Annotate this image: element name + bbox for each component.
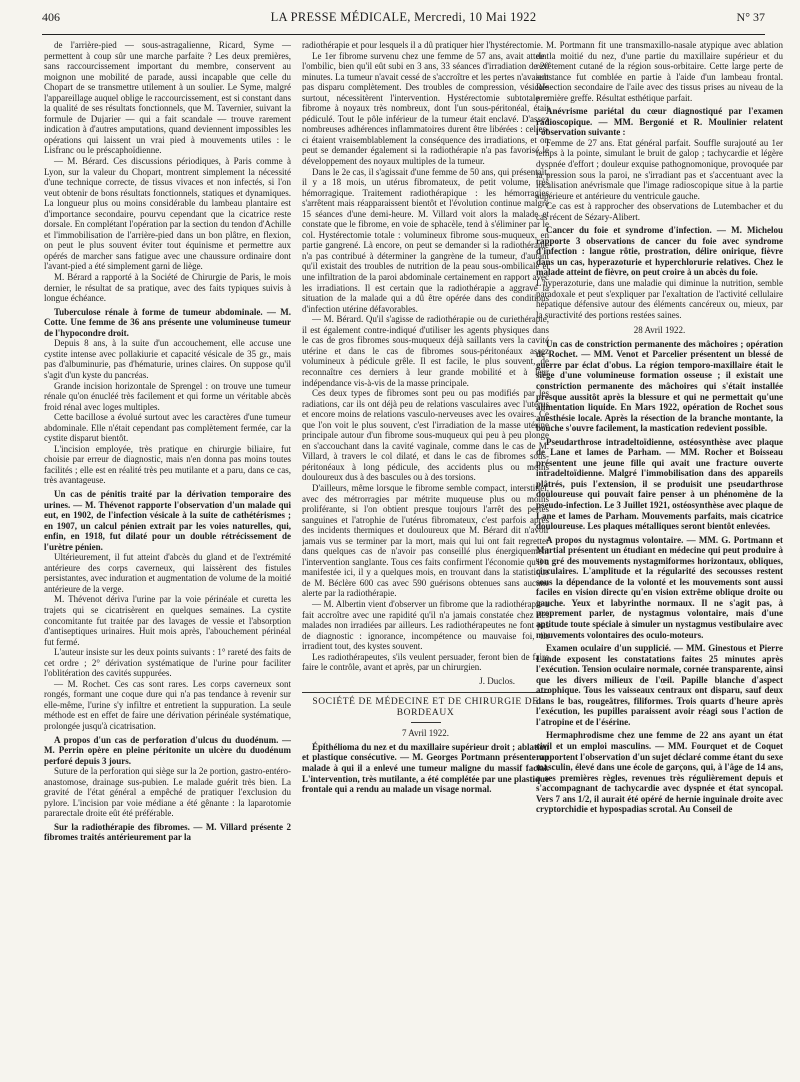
paragraph: Cette bacillose a évolué surtout avec les caractères d'une tumeur abdominale. Elle n'était cependant pas complètement fermée, car la cystite disparut bientôt. [44, 412, 291, 444]
paragraph: Suture de la perforation qui siège sur la 2e portion, gastro-entéro-anastomose, drainage sus-pubien. Le malade guérit très bien. La gravité de l'état général a empêché de pratiquer l'exclusion du pylore. L'incision par voie médiane a été gênante : la laparotomie pararectale droite eût été préférable. [44, 766, 291, 819]
paragraph: Grande incision horizontale de Sprengel : on trouve une tumeur rénale qu'on énucléé très facilement et qui forme un véritable abcès froid rénal avec loges multiples. [44, 380, 291, 412]
paragraph: Le 1er fibrome survenu chez une femme de 57 ans, avait atteint l'ombilic, bien qu'il eût subi en 3 ans, 33 séances d'irradiation de 20 minutes. La tumeur n'avait cessé de s'accroître et les pertes n'avaient pas disparu complètement. Des troubles de compression, vésicale surtout, nécessitèrent l'intervention. Hystérectomie subtotale : fibrome à noyaux très nombreux, dont l'un sous-péritonéal, était pédiculé. Tout le pôle inférieur de la tumeur était enclavé. D'assez nombreuses adhérences inflammatoires durent être libérées : celles-ci étaient vraisemblablement la conséquence des irradiations, et on peut se demander également si la radiothérapie n'a pas favorisé le développement des noyaux multiples de la tumeur. [302, 50, 549, 167]
case-heading: Un cas de pénitis traité par la dérivation temporaire des urines. — M. Thévenot rapporte l'observation d'un malade qui eut, en 1902, de l'infection vésicale à la suite de cathétérismes ; en 1907, un calcul pénien extrait par les voies naturelles, qui, enfin, en 1918, fut dilaté pour un double rétrécissement de l'urètre pénien. [44, 488, 291, 552]
page-number: 406 [42, 10, 60, 24]
paragraph: M. Thévenot dériva l'urine par la voie périnéale et curetta les trajets qui se cicatrisèrent en quelques semaines. La cystite concomitante fut traitée par des lavages de vessie et l'absorption d'antiseptiques urinaires. Huit mois après, l'abouchement périnéal fut fermé. [44, 594, 291, 647]
society-heading [302, 692, 549, 739]
case-heading: Épithélioma du nez et du maxillaire supérieur droit ; ablation et plastique consécutive. — M. Georges Portmann présente un malade à qui il a enlevé une tumeur maligne du massif facial. L'intervention, très mutilante, a été complétée par une plastique frontale qui a rendu au malade un visage normal. [302, 741, 549, 795]
paragraph: D'ailleurs, même lorsque le fibrome semble compact, interstitiel, avec des métrorragies par métrite muqueuse plus ou moins proliférante, si l'on obtient presque toujours l'arrêt des pertes sanguines et l'atrophie de l'utérus fibromateux, c'est parfois après des incidents thermiques et douloureux que M. Bérard dit n'avoir jamais vus se terminer par la mort, mais qui lui ont fait regretter dans quelques cas de n'avoir pas conseillé plus énergiquement l'intervention sanglante. Tous ces faits confirment l'économie qu'il a manifestée ici, il y a quelques mois, en trouvant dans la statistique de M. Béclère 600 cas avec 590 guérisons obtenues sans aucune alerte par la radiothérapie. [302, 482, 549, 599]
session-date: 7 Avril 1922. [401, 728, 450, 739]
paragraph: Ce cas est à rapprocher des observations de Lutembacher et du cas récent de Sézary-Alibert. [536, 201, 783, 222]
journal-title: LA PRESSE MÉDICALE, Mercredi, 10 Mai 1922 [270, 10, 537, 24]
case-heading: A propos du nystagmus volontaire. — MM. G. Portmann et Martial présentent un étudiant en médecine qui peut produire à son gré des mouvements nystagmiformes horizontaux, obliques, circulaires. L'amplitude et la régularité des secousses restent sous la dépendance de la volonté et les mouvements sont aussi faciles en vision directe qu'en vision extrême oblique droite ou gauche. Yeux et labyrinthe normaux. Il ne s'agit pas, à proprement parler, de nystagmus volontaire, mais d'une aptitude toute spéciale à simuler un nystagmus vestibulaire avec mouvements volontaires des oculo-moteurs. [536, 534, 783, 640]
case-heading: Pseudarthrose intradeltoïdienne, ostéosynthèse avec plaque de Lane et lames de Parham. — MM. Rocher et Boisseau présentent une jeune fille qui avait une fracture ouverte intradeltoïdienne. Malgré l'immobilisation dans des appareils plâtrés, puis l'extension, il se produisit une pseudarthrose douloureuse qui pouvait faire penser à un phénomène de la pseudo-infection. Le 3 Juillet 1921, ostéosynthèse avec plaque de Lane et lames de Parham. Mouvements parfaits, mais cicatrice douloureuse. Les plaques métalliques seront bientôt enlevées. [536, 436, 783, 532]
divider [411, 722, 441, 723]
paragraph: — M. Bérard. Qu'il s'agisse de radiothérapie ou de curiethérapie, il est également contre-indiqué d'utiliser les agents physiques dans le cas de gros fibromes sous-muqueux déjà saillants vers la cavité utérine et dans le cas de fibromes sous-péritonéaux assez volumineux à pédicule grêle. Il est facile, le plus souvent, de reconnaître ces derniers à leur grande mobilité et à leur indépendance vis-à-vis de la masse principale. [302, 314, 549, 388]
column-right [536, 40, 783, 1076]
paragraph: L'incision employée, très pratique en chirurgie biliaire, fut choisie par erreur de diagnostic, mais n'en donna pas moins toutes facilités ; elle est en réalité très peu mutilante et a paru, dans ce cas, très avantageuse. [44, 443, 291, 486]
column-middle [302, 40, 549, 1076]
page-header [42, 10, 765, 30]
case-heading: Sur la radiothérapie des fibromes. — M. Villard présente 2 fibromes traités antérieurement par la [44, 821, 291, 843]
case-heading: Cancer du foie et syndrome d'infection. — M. Michelou rapporte 3 observations de cancer du foie avec syndrome d'infection : langue rôtie, prostration, délire onirique, fièvre dans un cas, hyperazoturie et hyperchlorurie relatives. Chez le malade atteint de fièvre, on peut croire à un abcès du foie. [536, 225, 783, 278]
paragraph: de l'arrière-pied — sous-astragalienne, Ricard, Syme — permettent à coup sûr une marche parfaite ? Les deux premières, sans raccourcissement important du membre, conservent au moignon une mobilité de parade, aussi incapable que celle du Chopart de se transmettre utilement à un soulier. Le Syme, malgré l'appareillage auquel oblige le raccourcissement, est si constant dans la qualité de ses résultats fonctionnels, que M. Tavernier, suivant la formule de Dujarier — qui a fait scandale — trouve rarement indication à d'autres amputations, quand deviennent impossibles les opérations qui laissent un vrai pied à mouvements utiles : le Lisfranc ou le préscaphoïdienne. [44, 40, 291, 156]
author-signature: J. Duclos. [479, 675, 515, 686]
column-left [44, 40, 291, 1076]
paragraph: radiothérapie et pour lesquels il a dû pratiquer hier l'hystérectomie. [302, 40, 544, 50]
paragraph: — M. Albertin vient d'observer un fibrome que la radiothérapie a fait accroître avec une rapidité qu'il n'a jamais constatée chez des malades non irradiées par ailleurs. Les radiothérapeutes ne font pas de diagnostic : ignorance, incompétence ou mauvaise foi, ils irradient tout, des kystes souvent. [302, 598, 549, 652]
paragraph: — M. Rochet. Ces cas sont rares. Les corps caverneux sont rongés, formant une coque dure qui n'a pas tendance à revenir sur elle-même, l'urine s'y infiltre et entretient la suppuration. La seule méthode est en effet de faire une dérivation périnéale systématique, prolongée jusqu'à cicatrisation. [44, 678, 291, 731]
paragraph: — M. Bérard. Ces discussions périodiques, à Paris comme à Lyon, sur la valeur du Chopart, montrent simplement la nécessité d'une technique correcte, de tissus vivaces et non infectés, si l'on veut obtenir de bons résultats fonctionnels, statiques et dynamiques. La longueur plus ou moins considérable du lambeau plantaire est d'importance secondaire, pourvu cependant que la cicatrice reste dorsale. En complétant l'opération par la section du tendon d'Achille et l'immobilisation de l'arrière-pied dans un bon plâtre, en flexion, on peut le plus souvent éviter tout équinisme et permettre aux opérés de marcher sans fatigue avec une chaussure ordinaire dont l'avant-pied a été simplement garni de liège. [44, 156, 291, 272]
header-rule [42, 34, 765, 35]
case-heading: A propos d'un cas de perforation d'ulcus du duodénum. — M. Perrin opère en pleine péritonite un ulcère du duodénum perforé depuis 3 jours. [44, 734, 291, 766]
paragraph: Dans le 2e cas, il s'agissait d'une femme de 50 ans, qui présentait, il y a 18 mois, un utérus fibromateux, de petit volume, très hémorragique. Traitement radiothérapique : les hémorragies s'arrêtent mais réapparaissent bientôt et l'évolution continue malgré 15 séances d'une demi-heure. M. Villard voit alors la malade et constate que le fibrome, en voie de sphacèle, tend à s'éliminer par le col. Hystérectomie totale : volumineux fibrome sous-muqueux, en partie gangrené. Là encore, on peut se demander si la radiothérapie n'a pas contribué à déterminer la gangrène de la tumeur, d'autant qu'il existait des troubles de nutrition de la peau sous-ombilicale et une infiltration de la paroi abdominale certainement en rapport avec les irradiations. Il est certain que la radiothérapie a aggravé la situation de la malade qui a dû être opérée dans des conditions d'infection utérine défavorables. [302, 166, 549, 314]
session-date: 28 Avril 1922. [633, 325, 686, 336]
paragraph: M. Bérard a rapporté à la Société de Chirurgie de Paris, le mois dernier, le résultat de sa pratique, avec des faits typiques suivis à longue échéance. [44, 272, 291, 304]
paragraph: Depuis 8 ans, à la suite d'un accouchement, elle accuse une cystite intense avec pollakiurie et capacité vésicale de 35 gr., mais pas d'albuminurie, pas d'hématurie, urines claires. On suppose qu'il s'agit d'un kyste du pancréas. [44, 338, 291, 380]
paragraph: Ces deux types de fibromes sont peu ou pas modifiés par les radiations, car ils ont déjà peu de relations vasculaires avec l'utérus et encore moins de relations vasculo-nerveuses avec les ovaires. Ce que l'on voit le plus souvent, c'est l'irradiation de la masse utérine principale autour d'un fibrome sous-muqueux qui peu à peu plonge en s'accouchant dans la cavité vaginale, comme dans le cas de M. Villard, à travers le col dilaté, et dans le cas de fibromes sous-péritonéaux à long pédicule, des accidents plus ou moins douloureux dus à des bascules ou à des torsions. [302, 388, 549, 483]
case-heading: Tuberculose rénale à forme de tumeur abdominale. — M. Cotte. Une femme de 36 ans présente une volumineuse tumeur de l'hypocondre droit. [44, 306, 291, 338]
case-heading: Examen oculaire d'un supplicié. — MM. Ginestous et Pierre Lande exposent les constatations faites 25 minutes après l'exécution. Tension oculaire normale, cornée transparente, ainsi que les divers milieux de l'œil. Papille blanche d'aspect atrophique. Tous les vaisseaux centraux ont disparu, sauf deux dans le bas, rougeâtres, filiformes. Trois quarts d'heure après l'exécution, les pupilles paraissent avoir réagi sous l'action de l'atropine et de l'ésérine. [536, 643, 783, 727]
paragraph: Ultérieurement, il fut atteint d'abcès du gland et de l'extrémité antérieure des corps caverneux, qui laissèrent des fistules persistantes, avec induration et augmentation de volume de la moitié antérieure de la verge. [44, 552, 291, 594]
issue-number: N° 37 [736, 10, 765, 24]
society-title: SOCIÉTÉ DE MÉDECINE ET DE CHIRURGIE DE BORDEAUX [312, 697, 539, 719]
paragraph: L'hyperazoturie, dans une maladie qui diminue la nutrition, semble paradoxale et peut s'expliquer par l'exaltation de l'activité cellulaire hépatique défensive autour des éléments cancéreux ou, mieux, par la suractivité des portions restées saines. [536, 278, 783, 320]
paragraph: L'auteur insiste sur les deux points suivants : 1° rareté des faits de cet ordre ; 2° dérivation systématique de l'urine pour faciliter l'oblitération des cavités suppurées. [44, 647, 291, 679]
paragraph: M. Portmann fit une transmaxillo-nasale atypique avec ablation de la moitié du nez, d'une partie du maxillaire supérieur et du revêtement cutané de la région sous-orbitaire. Cette large perte de substance fut comblée en partie à l'aide d'un lambeau frontal. Résection secondaire de l'aile avec des tissus prises au niveau de la première greffe. Résultat esthétique parfait. [536, 40, 783, 103]
case-heading: Un cas de constriction permanente des mâchoires ; opération de Rochet. — MM. Venot et Parcelier présentent un blessé de guerre par éclat d'obus. La région temporo-maxillaire était le siège d'une volumineuse formation osseuse ; il existait une constriction permanente des mâchoires qui s'était installée presque aussitôt après la blessure et qui ne permettait qu'une alimentation liquide. En Mars 1922, opération de Rochet sous anesthésie locale. Après la résection de la branche montante, la bouche s'ouvre facilement, la mastication redevient possible. [536, 338, 783, 434]
case-heading: Anévrisme pariétal du cœur diagnostiqué par l'examen radioscopique. — MM. Bergonié et R. Moulinier relatent l'observation suivante : [536, 106, 783, 138]
paragraph: Femme de 27 ans. Etat général parfait. Souffle surajouté au 1er temps à la pointe, simulant le bruit de galop ; tachycardie et légère dyspnée d'effort ; douleur exquise pathognomonique, provoquée par la pression sous la paroi, ne s'irradiant pas et s'accentuant avec la localisation anévrismale que l'image radioscopique situe à la partie supérieure et antérieure du ventricule gauche. [536, 137, 783, 201]
case-heading: Hermaphrodisme chez une femme de 22 ans ayant un état civil et un emploi masculins. — MM. Fourquet et de Coquet rapportent l'observation d'un sujet déclaré comme étant du sexe masculin, élevé dans une école de garçons, qui, à l'âge de 14 ans, a ses premières règles, revenues très régulièrement depuis et s'accompagnant de tachycardie avec dyspnée et état syncopal. Vers 7 ans 1/2, il aurait été opéré de hernie inguinale droite avec cryptorchidie et hypospadias scrotal. Au Conseil de [536, 730, 783, 815]
paragraph: Les radiothérapeutes, s'ils veulent persuader, feront bien de faire faire le contrôle, avant et après, par un chirurgien. [302, 651, 549, 673]
